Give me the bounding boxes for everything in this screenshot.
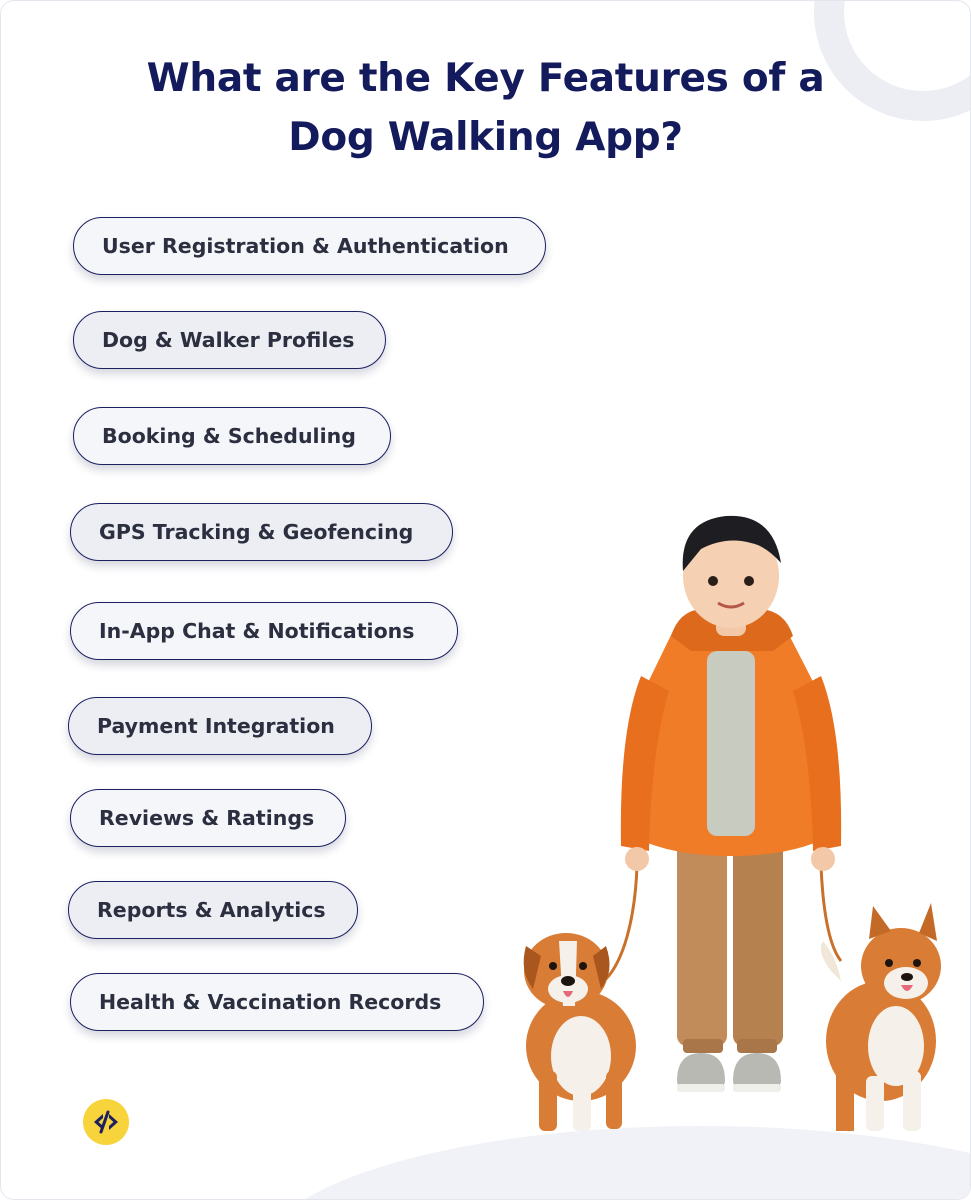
feature-pill-chat-notifications: In-App Chat & Notifications bbox=[70, 602, 458, 660]
boy-walking-dogs-illustration bbox=[511, 501, 951, 1141]
feature-pill-profiles: Dog & Walker Profiles bbox=[73, 311, 386, 369]
feature-pill-user-registration: User Registration & Authentication bbox=[73, 217, 546, 275]
feature-pill-reviews: Reviews & Ratings bbox=[70, 789, 346, 847]
feature-pill-reports: Reports & Analytics bbox=[68, 881, 358, 939]
page-title bbox=[1, 49, 970, 167]
feature-pill-health-records: Health & Vaccination Records bbox=[70, 973, 484, 1031]
feature-pill-payment: Payment Integration bbox=[68, 697, 372, 755]
feature-pill-booking: Booking & Scheduling bbox=[73, 407, 391, 465]
title-line-1: What are the Key Features of a bbox=[146, 56, 825, 101]
brand-logo-icon bbox=[83, 1099, 129, 1145]
feature-pill-gps-tracking: GPS Tracking & Geofencing bbox=[70, 503, 453, 561]
title-line-2: Dog Walking App? bbox=[288, 115, 683, 160]
